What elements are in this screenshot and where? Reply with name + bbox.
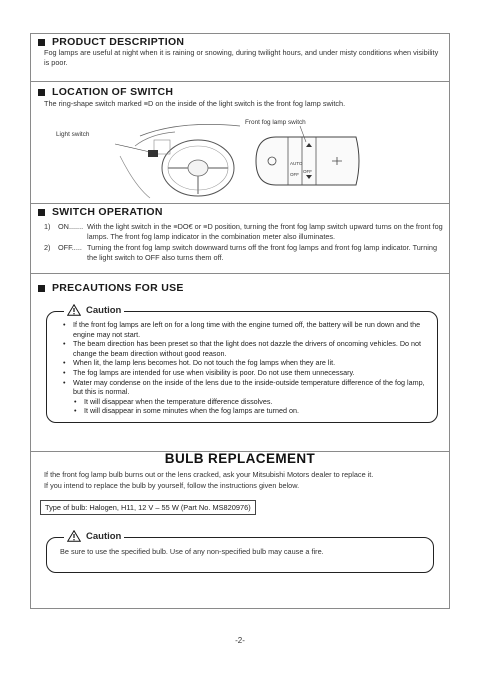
label-fog-switch: Front fog lamp switch bbox=[245, 119, 306, 126]
section-title-location bbox=[38, 86, 173, 98]
bulb-body-line2: If you intend to replace the bulb by yourself, follow the instructions given below. bbox=[44, 481, 300, 490]
section-bullet bbox=[38, 209, 45, 216]
switch-label-off: OFF bbox=[303, 169, 312, 174]
list-item: • Water may condense on the inside of the lens due to the inside-outside temperature difference of the fog lamp, but this is normal. bbox=[62, 378, 428, 397]
section-bullet bbox=[38, 39, 45, 46]
label-leader-line bbox=[296, 125, 310, 143]
list-item: • The fog lamps are intended for use when visibility is poor. Do not use them unnecessary. bbox=[62, 368, 428, 378]
product-body: Fog lamps are useful at night when it is raining or snowing, during twilight hours, and under misty conditions when visibility is poor. bbox=[44, 48, 439, 67]
label-light-switch: Light switch bbox=[56, 131, 90, 138]
caution-label: Caution bbox=[86, 304, 122, 316]
section-bullet bbox=[38, 89, 45, 96]
section-title-text: PRODUCT DESCRIPTION bbox=[52, 36, 185, 48]
divider bbox=[30, 203, 450, 204]
warning-triangle-icon bbox=[67, 530, 81, 542]
section-title-text: SWITCH OPERATION bbox=[52, 206, 163, 218]
list-sub-item: • It will disappear when the temperature difference dissolves. bbox=[62, 397, 428, 407]
op-num-2: 2) bbox=[44, 243, 51, 252]
op-num-1: 1) bbox=[44, 222, 51, 231]
section-title-text: PRECAUTIONS FOR USE bbox=[52, 282, 184, 294]
op-key-2: OFF..... bbox=[58, 243, 82, 252]
section-bullet bbox=[38, 285, 45, 292]
dashboard-illustration bbox=[80, 116, 245, 200]
bulb-body-line1: If the front fog lamp bulb burns out or the lens cracked, ask your Mitsubishi Motors dealer to replace it. bbox=[44, 470, 374, 479]
precautions-list bbox=[62, 320, 428, 416]
switch-label-off2: OFF bbox=[290, 172, 299, 177]
switch-label-auto: AUTO bbox=[290, 161, 303, 166]
op-text-2: Turning the front fog lamp switch downward turns off the front fog lamps and front fog lamp indicator. Turning the light switch to OFF also turns them off. bbox=[87, 243, 438, 262]
divider bbox=[30, 273, 450, 274]
bulb-replacement-title: BULB REPLACEMENT bbox=[164, 451, 316, 466]
op-key-1: ON....... bbox=[58, 222, 84, 231]
warning-triangle-icon bbox=[67, 304, 81, 316]
page-number: -2- bbox=[235, 636, 245, 645]
caution-label: Caution bbox=[86, 530, 122, 542]
bulb-type-box: Type of bulb: Halogen, H11, 12 V – 55 W (Part No. MS820976) bbox=[40, 500, 256, 515]
op-text-1: With the light switch in the ≡DO€ or ≡D position, turning the front fog lamp switch upward turns on the front fog lamps. The front fog lamp indicator in the combination meter also illuminates. bbox=[87, 222, 443, 241]
list-sub-item: • It will disappear in some minutes when the fog lamps are turned on. bbox=[62, 406, 428, 416]
divider bbox=[30, 81, 450, 82]
section-title-product bbox=[38, 36, 184, 48]
caution-heading bbox=[64, 304, 124, 316]
location-body: The ring-shape switch marked ≡D on the inside of the light switch is the front fog lamp switch. bbox=[44, 99, 346, 108]
steering-wheel-drawing bbox=[80, 116, 245, 200]
list-item: • The beam direction has been preset so that the light does not dazzle the drivers of oncoming vehicles. Do not change the beam direction without good reason. bbox=[62, 339, 428, 358]
bulb-caution-text: Be sure to use the specified bulb. Use of any non-specified bulb may cause a fire. bbox=[60, 547, 324, 556]
list-item: • When lit, the lamp lens becomes hot. Do not touch the fog lamps when they are lit. bbox=[62, 358, 428, 368]
section-title-operation bbox=[38, 206, 163, 218]
list-item: • If the front fog lamps are left on for a long time with the engine turned off, the battery will be run down and the engine may not start. bbox=[62, 320, 428, 339]
caution-heading bbox=[64, 530, 124, 542]
section-title-text: LOCATION OF SWITCH bbox=[52, 86, 174, 98]
section-title-precautions bbox=[38, 282, 184, 294]
